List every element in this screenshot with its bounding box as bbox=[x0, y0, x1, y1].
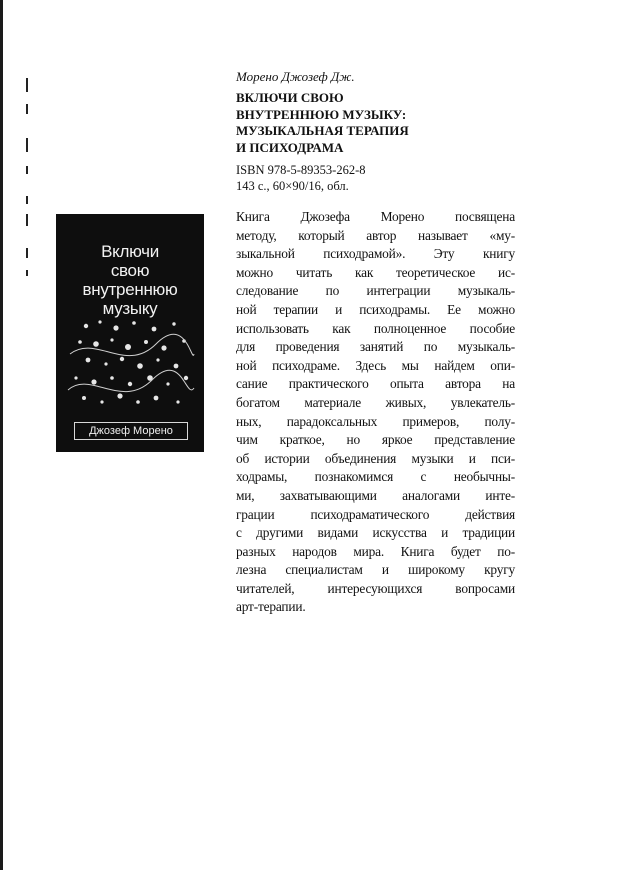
description-line: ных, парадоксальных примеров, полу- bbox=[236, 413, 515, 429]
cover-title-line: свою bbox=[110, 261, 150, 280]
description-line: богатом материале живых, увлекатель- bbox=[236, 394, 515, 410]
description-line: арт-терапии. bbox=[236, 599, 306, 615]
margin-mark bbox=[26, 78, 28, 92]
description-line: грации психодраматического действия bbox=[236, 506, 515, 522]
cover-artwork bbox=[66, 314, 196, 414]
book-isbn: ISBN 978-5-89353-262-8 bbox=[236, 163, 366, 177]
description-line: ходрамы, познакомимся с необычны- bbox=[236, 469, 515, 485]
description-line: ной психодраме. Здесь мы найдем опи- bbox=[236, 357, 515, 373]
book-format: 143 с., 60×90/16, обл. bbox=[236, 179, 349, 193]
description-line: читателей, интересующихся вопросами bbox=[236, 580, 515, 596]
description-line: методу, который автор называет «му- bbox=[236, 227, 515, 243]
description-line: лезна специалистам и широкому кругу bbox=[236, 562, 515, 578]
book-title-line: МУЗЫКАЛЬНАЯ ТЕРАПИЯ bbox=[236, 123, 409, 138]
margin-mark bbox=[26, 104, 28, 114]
book-title-line: ВКЛЮЧИ СВОЮ bbox=[236, 90, 344, 105]
description-line: использовать как полноценное пособие bbox=[236, 320, 515, 336]
description-line: сание практического опыта автора на bbox=[236, 376, 515, 392]
margin-mark bbox=[26, 138, 28, 152]
description-line: ной терапии и психодрамы. Ее можно bbox=[236, 301, 515, 317]
scan-edge bbox=[0, 0, 3, 870]
cover-author: Джозеф Морено bbox=[74, 422, 188, 440]
book-title-line: ВНУТРЕННЮЮ МУЗЫКУ: bbox=[236, 106, 407, 122]
margin-mark bbox=[26, 270, 28, 276]
margin-mark bbox=[26, 196, 28, 204]
description-line: для проведения занятий по музыкаль- bbox=[236, 339, 515, 355]
description-line: чим краткое, но яркое представление bbox=[236, 432, 515, 448]
book-title bbox=[236, 90, 516, 156]
description-line: зыкальной психодрамой». Эту книгу bbox=[236, 246, 515, 262]
book-title-line: И ПСИХОДРАМА bbox=[236, 139, 344, 155]
cover-title-line: музыку bbox=[102, 299, 158, 318]
margin-mark bbox=[26, 166, 28, 174]
cover-title bbox=[56, 242, 204, 318]
description-line: можно читать как теоретическое ис- bbox=[236, 264, 515, 280]
book-author: Морено Джозеф Дж. bbox=[236, 69, 355, 84]
book-description bbox=[236, 208, 515, 617]
cover-title-line: внутреннюю bbox=[82, 280, 178, 299]
cover-title-line: Включи bbox=[101, 242, 159, 261]
book-info bbox=[236, 68, 516, 617]
margin-mark bbox=[26, 248, 28, 258]
margin-mark bbox=[26, 214, 28, 226]
description-line: об истории объединения музыки и пси- bbox=[236, 450, 515, 466]
description-line: Книга Джозефа Морено посвящена bbox=[236, 209, 515, 224]
description-line: с другими видами искусства и традиции bbox=[236, 525, 515, 541]
description-line: ми, захватывающими аналогами инте- bbox=[236, 487, 515, 503]
description-line: разных народов мира. Книга будет по- bbox=[236, 543, 515, 559]
book-cover-image bbox=[56, 214, 204, 452]
description-line: следование по интеграции музыкаль- bbox=[236, 283, 515, 299]
